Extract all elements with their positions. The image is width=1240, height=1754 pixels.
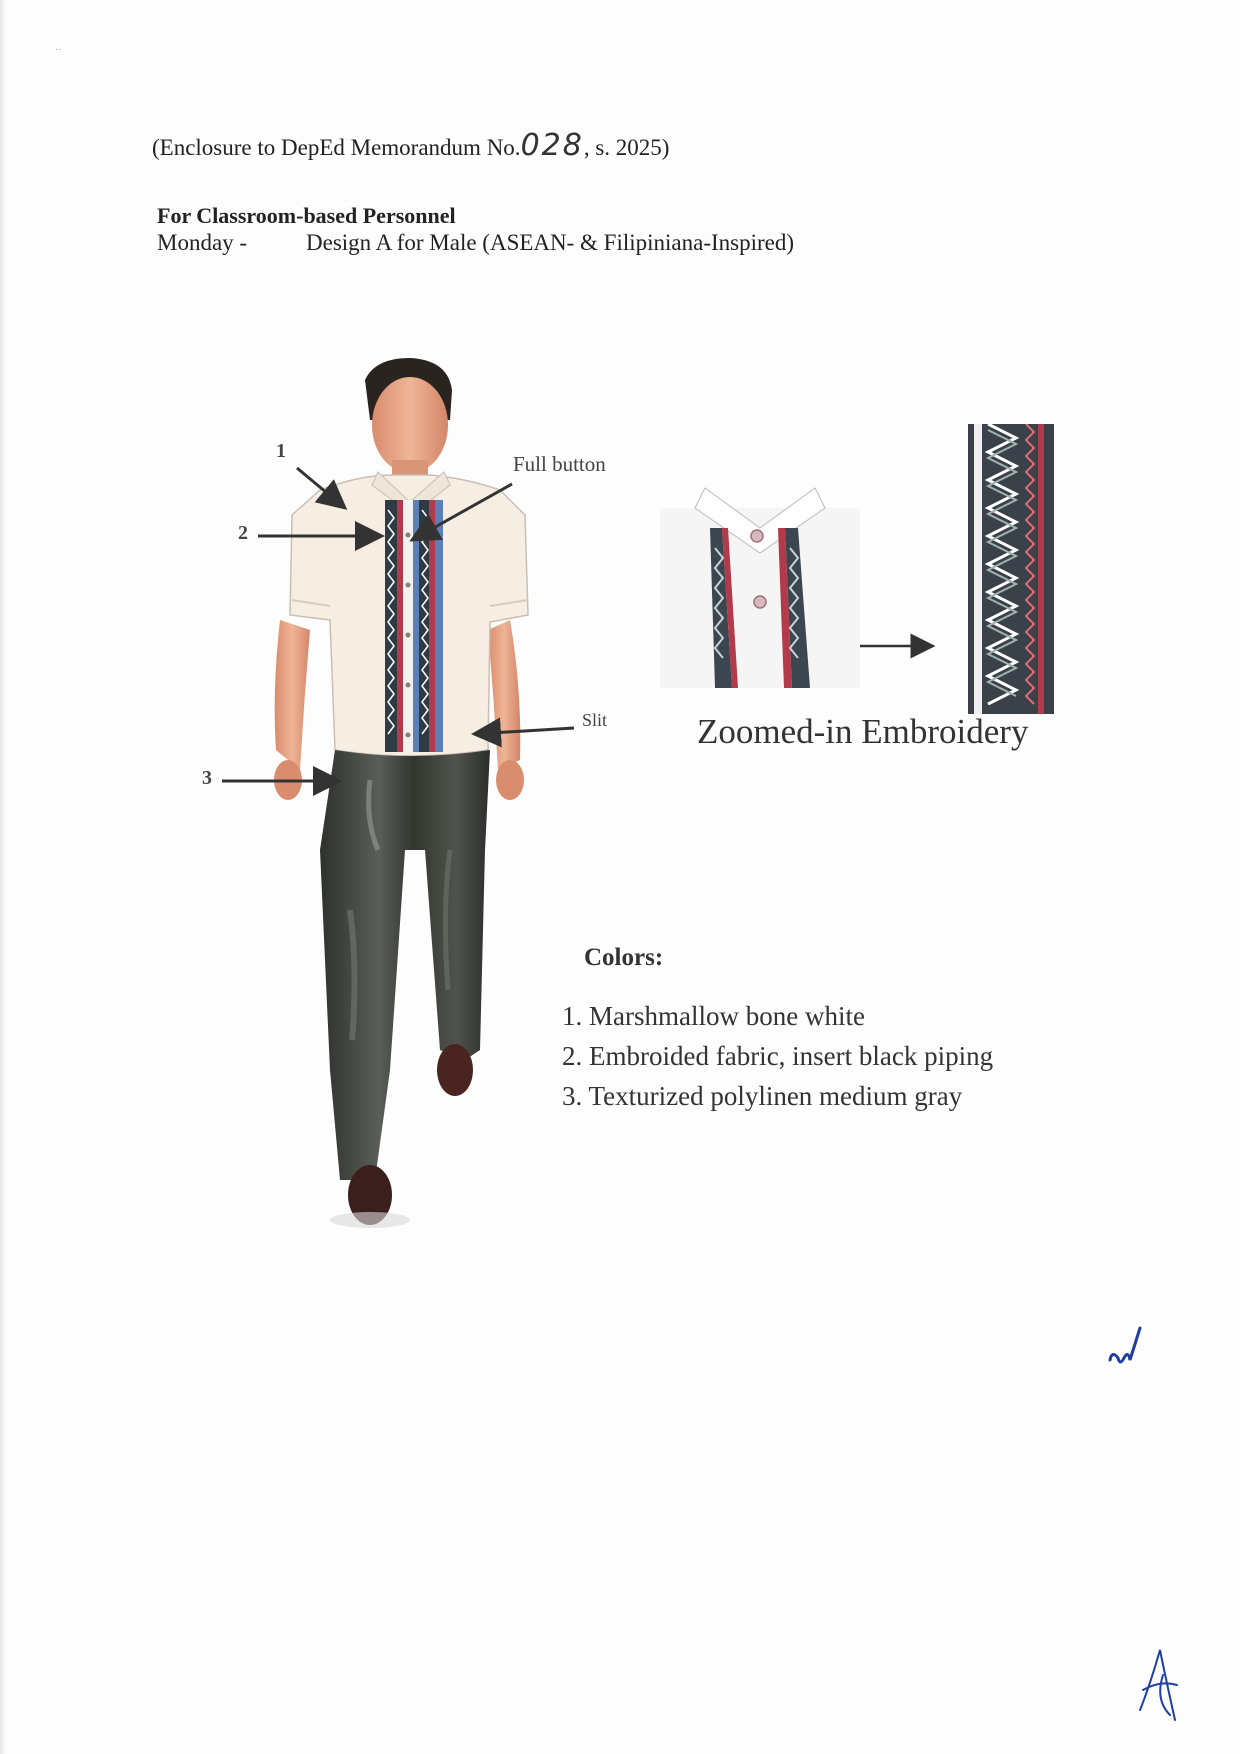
memo-number: 028 [520, 128, 584, 163]
enclosure-suffix: , s. 2025) [583, 135, 670, 160]
handwritten-signature-mark [1135, 1645, 1185, 1725]
enclosure-prefix: (Enclosure to DepEd Memorandum No. [152, 135, 521, 160]
collar-closeup-image [660, 478, 860, 688]
color-item: 2. Embroided fabric, insert black piping [562, 1041, 994, 1071]
design-title: Design A for Male (ASEAN- & Filipiniana-Inspired) [306, 230, 795, 255]
callout-1: 1 [276, 440, 286, 462]
slit-label: Slit [582, 710, 608, 730]
scan-specks: ·· [55, 45, 62, 56]
colors-title: Colors: [584, 944, 664, 971]
handwritten-initial-mark [1100, 1320, 1150, 1380]
callout-3: 3 [202, 767, 212, 789]
full-button-label: Full button [513, 452, 606, 476]
day-label: Monday - [157, 230, 248, 255]
callout-2: 2 [238, 522, 248, 544]
zoom-caption: Zoomed-in Embroidery [697, 712, 1029, 751]
color-item: 3. Texturized polylinen medium gray [562, 1081, 963, 1111]
personnel-heading: For Classroom-based Personnel [157, 203, 456, 228]
enclosure-line [152, 128, 669, 163]
colors-list [562, 996, 993, 1116]
zoomed-embroidery-image [968, 424, 1054, 714]
scan-edge [0, 0, 6, 1754]
color-item: 1. Marshmallow bone white [562, 1001, 865, 1031]
